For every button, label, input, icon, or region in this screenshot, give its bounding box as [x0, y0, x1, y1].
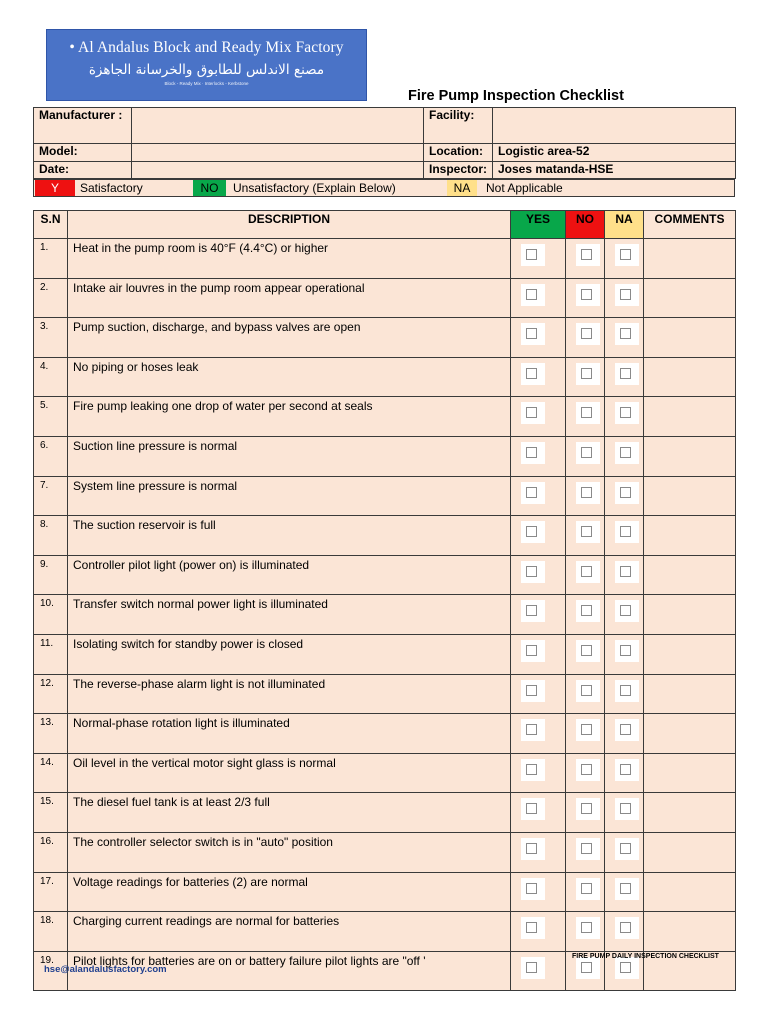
na-cell	[605, 436, 644, 476]
comments-cell[interactable]	[644, 714, 736, 754]
na-cell	[605, 239, 644, 279]
yes-checkbox[interactable]	[526, 962, 537, 973]
no-checkbox[interactable]	[581, 447, 592, 458]
table-row	[34, 397, 736, 437]
yes-checkbox-area	[521, 957, 545, 979]
yes-cell	[511, 634, 566, 674]
no-checkbox-area	[576, 284, 600, 306]
yes-cell	[511, 357, 566, 397]
yes-checkbox[interactable]	[526, 645, 537, 656]
row-number: 16.	[34, 832, 68, 872]
no-cell	[566, 476, 605, 516]
na-checkbox[interactable]	[620, 605, 631, 616]
no-cell	[566, 436, 605, 476]
row-number: 15.	[34, 793, 68, 833]
no-checkbox-area	[576, 878, 600, 900]
no-checkbox[interactable]	[581, 922, 592, 933]
yes-cell	[511, 436, 566, 476]
na-checkbox-area	[615, 680, 639, 702]
legend-yes-text: Satisfactory	[80, 181, 143, 195]
no-checkbox-area	[576, 917, 600, 939]
na-checkbox[interactable]	[620, 566, 631, 577]
table-row	[34, 634, 736, 674]
yes-checkbox-area	[521, 482, 545, 504]
yes-checkbox[interactable]	[526, 566, 537, 577]
table-row	[34, 674, 736, 714]
comments-cell[interactable]	[644, 476, 736, 516]
checklist-table	[33, 210, 736, 991]
yes-checkbox-area	[521, 363, 545, 385]
yes-cell	[511, 951, 566, 991]
row-description: Suction line pressure is normal	[68, 436, 511, 476]
no-checkbox-area	[576, 521, 600, 543]
no-checkbox[interactable]	[581, 803, 592, 814]
model-field[interactable]	[132, 144, 424, 162]
yes-cell	[511, 595, 566, 635]
na-checkbox[interactable]	[620, 724, 631, 735]
row-description: The controller selector switch is in "auto" position	[68, 832, 511, 872]
yes-checkbox[interactable]	[526, 487, 537, 498]
comments-cell[interactable]	[644, 436, 736, 476]
row-description: Transfer switch normal power light is illuminated	[68, 595, 511, 635]
row-number: 19.	[34, 951, 68, 991]
header-sn: S.N	[34, 211, 68, 239]
row-description: Pump suction, discharge, and bypass valves are open	[68, 318, 511, 358]
yes-cell	[511, 476, 566, 516]
location-label: Location:	[429, 144, 483, 158]
comments-cell[interactable]	[644, 278, 736, 318]
yes-cell	[511, 555, 566, 595]
logo-company-name-ar: مصنع الاندلس للطابوق والخرسانة الجاهزة	[88, 62, 325, 78]
row-description: System line pressure is normal	[68, 476, 511, 516]
table-row	[34, 516, 736, 556]
no-cell	[566, 595, 605, 635]
na-cell	[605, 476, 644, 516]
yes-cell	[511, 674, 566, 714]
yes-checkbox-area	[521, 719, 545, 741]
yes-checkbox-area	[521, 284, 545, 306]
na-cell	[605, 318, 644, 358]
no-checkbox[interactable]	[581, 685, 592, 696]
yes-checkbox-area	[521, 680, 545, 702]
inspector-label: Inspector:	[429, 162, 488, 176]
comments-cell[interactable]	[644, 595, 736, 635]
yes-checkbox[interactable]	[526, 605, 537, 616]
document-title: Fire Pump Inspection Checklist	[408, 88, 624, 104]
row-description: Voltage readings for batteries (2) are normal	[68, 872, 511, 912]
comments-cell[interactable]	[644, 239, 736, 279]
yes-checkbox[interactable]	[526, 883, 537, 894]
na-checkbox-area	[615, 798, 639, 820]
legend-na-code: NA	[447, 180, 477, 196]
na-checkbox[interactable]	[620, 447, 631, 458]
yes-checkbox[interactable]	[526, 685, 537, 696]
yes-cell	[511, 318, 566, 358]
manufacturer-field[interactable]	[132, 108, 424, 144]
table-row	[34, 595, 736, 635]
yes-checkbox-area	[521, 600, 545, 622]
no-cell	[566, 555, 605, 595]
no-cell	[566, 318, 605, 358]
na-checkbox-area	[615, 323, 639, 345]
no-checkbox-area	[576, 442, 600, 464]
yes-checkbox[interactable]	[526, 289, 537, 300]
row-description: Intake air louvres in the pump room appear operational	[68, 278, 511, 318]
logo-tagline: Block - Ready Mix · Interlocks - Kerbstone	[164, 81, 249, 86]
no-cell	[566, 793, 605, 833]
comments-cell[interactable]	[644, 832, 736, 872]
yes-checkbox-area	[521, 640, 545, 662]
na-checkbox-area	[615, 561, 639, 583]
na-checkbox-area	[615, 521, 639, 543]
table-row	[34, 912, 736, 952]
na-cell	[605, 634, 644, 674]
row-description: Heat in the pump room is 40°F (4.4°C) or higher	[68, 239, 511, 279]
row-number: 10.	[34, 595, 68, 635]
no-checkbox[interactable]	[581, 843, 592, 854]
table-row	[34, 872, 736, 912]
no-checkbox[interactable]	[581, 407, 592, 418]
no-checkbox[interactable]	[581, 962, 592, 973]
na-checkbox-area	[615, 759, 639, 781]
row-description: Pilot lights for batteries are on or battery failure pilot lights are "off '	[68, 951, 511, 991]
table-row	[34, 239, 736, 279]
yes-checkbox[interactable]	[526, 249, 537, 260]
no-cell	[566, 516, 605, 556]
na-checkbox-area	[615, 244, 639, 266]
no-cell	[566, 634, 605, 674]
table-row	[34, 318, 736, 358]
yes-checkbox-area	[521, 561, 545, 583]
row-description: Fire pump leaking one drop of water per second at seals	[68, 397, 511, 437]
table-row	[34, 832, 736, 872]
row-number: 11.	[34, 634, 68, 674]
row-number: 17.	[34, 872, 68, 912]
table-row	[34, 357, 736, 397]
no-cell	[566, 872, 605, 912]
no-cell	[566, 239, 605, 279]
no-checkbox[interactable]	[581, 645, 592, 656]
na-cell	[605, 674, 644, 714]
no-checkbox-area	[576, 838, 600, 860]
yes-checkbox-area	[521, 838, 545, 860]
na-cell	[605, 278, 644, 318]
na-checkbox-area	[615, 482, 639, 504]
na-checkbox[interactable]	[620, 803, 631, 814]
yes-checkbox-area	[521, 323, 545, 345]
no-checkbox[interactable]	[581, 526, 592, 537]
table-row	[34, 714, 736, 754]
yes-checkbox-area	[521, 759, 545, 781]
yes-checkbox-area	[521, 917, 545, 939]
no-cell	[566, 832, 605, 872]
row-description: The suction reservoir is full	[68, 516, 511, 556]
na-checkbox-area	[615, 284, 639, 306]
no-checkbox-area	[576, 759, 600, 781]
yes-checkbox[interactable]	[526, 803, 537, 814]
comments-cell[interactable]	[644, 753, 736, 793]
no-checkbox[interactable]	[581, 764, 592, 775]
no-checkbox-area	[576, 561, 600, 583]
yes-checkbox-area	[521, 442, 545, 464]
na-cell	[605, 793, 644, 833]
na-cell	[605, 912, 644, 952]
no-checkbox[interactable]	[581, 487, 592, 498]
row-number: 4.	[34, 357, 68, 397]
comments-cell[interactable]	[644, 793, 736, 833]
no-checkbox[interactable]	[581, 368, 592, 379]
date-field[interactable]	[132, 162, 424, 179]
row-number: 7.	[34, 476, 68, 516]
na-checkbox[interactable]	[620, 368, 631, 379]
location-field[interactable]: Logistic area-52	[498, 144, 590, 158]
na-checkbox[interactable]	[620, 883, 631, 894]
yes-cell	[511, 278, 566, 318]
table-row	[34, 753, 736, 793]
na-checkbox-area	[615, 363, 639, 385]
comments-cell[interactable]	[644, 397, 736, 437]
no-checkbox[interactable]	[581, 605, 592, 616]
row-number: 18.	[34, 912, 68, 952]
table-row	[34, 278, 736, 318]
header-no: NO	[566, 211, 605, 239]
header-yes: YES	[511, 211, 566, 239]
yes-checkbox[interactable]	[526, 764, 537, 775]
no-checkbox-area	[576, 363, 600, 385]
na-checkbox-area	[615, 442, 639, 464]
na-checkbox[interactable]	[620, 289, 631, 300]
na-checkbox-area	[615, 640, 639, 662]
na-checkbox[interactable]	[620, 685, 631, 696]
yes-cell	[511, 753, 566, 793]
yes-checkbox[interactable]	[526, 407, 537, 418]
no-checkbox-area	[576, 600, 600, 622]
no-checkbox[interactable]	[581, 328, 592, 339]
comments-cell[interactable]	[644, 872, 736, 912]
na-checkbox[interactable]	[620, 407, 631, 418]
yes-checkbox[interactable]	[526, 922, 537, 933]
legend-bar	[33, 179, 735, 197]
logo-company-name-en: • Al Andalus Block and Ready Mix Factory	[69, 39, 344, 56]
yes-checkbox-area	[521, 878, 545, 900]
yes-cell	[511, 872, 566, 912]
yes-checkbox-area	[521, 244, 545, 266]
yes-cell	[511, 714, 566, 754]
no-cell	[566, 753, 605, 793]
na-checkbox-area	[615, 402, 639, 424]
yes-checkbox[interactable]	[526, 328, 537, 339]
na-checkbox-area	[615, 600, 639, 622]
na-cell	[605, 555, 644, 595]
na-checkbox-area	[615, 719, 639, 741]
header-description: DESCRIPTION	[68, 211, 511, 239]
row-description: Oil level in the vertical motor sight glass is normal	[68, 753, 511, 793]
row-number: 5.	[34, 397, 68, 437]
no-cell	[566, 278, 605, 318]
row-description: Controller pilot light (power on) is illuminated	[68, 555, 511, 595]
inspector-field[interactable]: Joses matanda-HSE	[498, 162, 614, 176]
row-number: 12.	[34, 674, 68, 714]
yes-cell	[511, 239, 566, 279]
no-cell	[566, 912, 605, 952]
no-checkbox[interactable]	[581, 566, 592, 577]
header-comments: COMMENTS	[644, 211, 736, 239]
na-checkbox[interactable]	[620, 764, 631, 775]
table-row	[34, 555, 736, 595]
na-cell	[605, 516, 644, 556]
row-number: 6.	[34, 436, 68, 476]
na-checkbox-area	[615, 878, 639, 900]
no-checkbox-area	[576, 719, 600, 741]
legend-no-text: Unsatisfactory (Explain Below)	[233, 181, 396, 195]
na-checkbox[interactable]	[620, 922, 631, 933]
row-number: 14.	[34, 753, 68, 793]
legend-no-code: NO	[193, 180, 226, 196]
comments-cell[interactable]	[644, 357, 736, 397]
na-checkbox-area	[615, 838, 639, 860]
na-cell	[605, 397, 644, 437]
row-description: Isolating switch for standby power is closed	[68, 634, 511, 674]
yes-checkbox[interactable]	[526, 526, 537, 537]
comments-cell[interactable]	[644, 318, 736, 358]
table-row	[34, 793, 736, 833]
yes-cell	[511, 397, 566, 437]
row-number: 3.	[34, 318, 68, 358]
no-checkbox-area	[576, 640, 600, 662]
no-checkbox-area	[576, 402, 600, 424]
row-number: 9.	[34, 555, 68, 595]
company-logo	[46, 29, 367, 101]
row-number: 13.	[34, 714, 68, 754]
comments-cell[interactable]	[644, 634, 736, 674]
row-description: The diesel fuel tank is at least 2/3 full	[68, 793, 511, 833]
no-checkbox[interactable]	[581, 249, 592, 260]
date-label: Date:	[39, 162, 70, 176]
no-checkbox-area	[576, 482, 600, 504]
yes-cell	[511, 912, 566, 952]
no-cell	[566, 674, 605, 714]
row-description: Charging current readings are normal for batteries	[68, 912, 511, 952]
table-row	[34, 436, 736, 476]
row-description: No piping or hoses leak	[68, 357, 511, 397]
na-checkbox[interactable]	[620, 962, 631, 973]
na-cell	[605, 832, 644, 872]
row-number: 8.	[34, 516, 68, 556]
legend-na-text: Not Applicable	[486, 181, 563, 195]
no-cell	[566, 357, 605, 397]
row-description: The reverse-phase alarm light is not illuminated	[68, 674, 511, 714]
yes-checkbox-area	[521, 521, 545, 543]
yes-cell	[511, 832, 566, 872]
no-checkbox-area	[576, 323, 600, 345]
na-checkbox[interactable]	[620, 249, 631, 260]
inspection-info-table	[33, 107, 736, 179]
yes-checkbox[interactable]	[526, 447, 537, 458]
no-cell	[566, 714, 605, 754]
header-na: NA	[605, 211, 644, 239]
comments-cell[interactable]	[644, 674, 736, 714]
no-checkbox-area	[576, 798, 600, 820]
yes-cell	[511, 516, 566, 556]
no-checkbox[interactable]	[581, 724, 592, 735]
no-checkbox-area	[576, 680, 600, 702]
model-label: Model:	[39, 144, 78, 158]
facility-label: Facility:	[429, 108, 475, 122]
no-checkbox[interactable]	[581, 883, 592, 894]
na-cell	[605, 595, 644, 635]
na-checkbox[interactable]	[620, 487, 631, 498]
comments-cell[interactable]	[644, 516, 736, 556]
comments-cell[interactable]	[644, 555, 736, 595]
yes-cell	[511, 793, 566, 833]
na-checkbox-area	[615, 917, 639, 939]
table-row	[34, 476, 736, 516]
no-cell	[566, 397, 605, 437]
footer-document-reference: FIRE PUMP DAILY INSPECTION CHECKLIST	[572, 953, 719, 960]
row-description: Normal-phase rotation light is illuminated	[68, 714, 511, 754]
yes-checkbox-area	[521, 798, 545, 820]
yes-checkbox[interactable]	[526, 724, 537, 735]
na-cell	[605, 714, 644, 754]
row-number: 2.	[34, 278, 68, 318]
na-checkbox[interactable]	[620, 843, 631, 854]
yes-checkbox[interactable]	[526, 843, 537, 854]
no-checkbox-area	[576, 244, 600, 266]
legend-yes-code: Y	[35, 180, 75, 196]
facility-field[interactable]	[493, 108, 736, 144]
yes-checkbox-area	[521, 402, 545, 424]
manufacturer-label: Manufacturer :	[39, 108, 123, 122]
row-number: 1.	[34, 239, 68, 279]
yes-checkbox[interactable]	[526, 368, 537, 379]
na-cell	[605, 357, 644, 397]
na-checkbox[interactable]	[620, 328, 631, 339]
na-cell	[605, 872, 644, 912]
footer-email[interactable]: hse@alandalusfactory.com	[44, 964, 167, 975]
comments-cell[interactable]	[644, 912, 736, 952]
na-cell	[605, 753, 644, 793]
no-checkbox[interactable]	[581, 289, 592, 300]
na-checkbox[interactable]	[620, 645, 631, 656]
na-checkbox[interactable]	[620, 526, 631, 537]
